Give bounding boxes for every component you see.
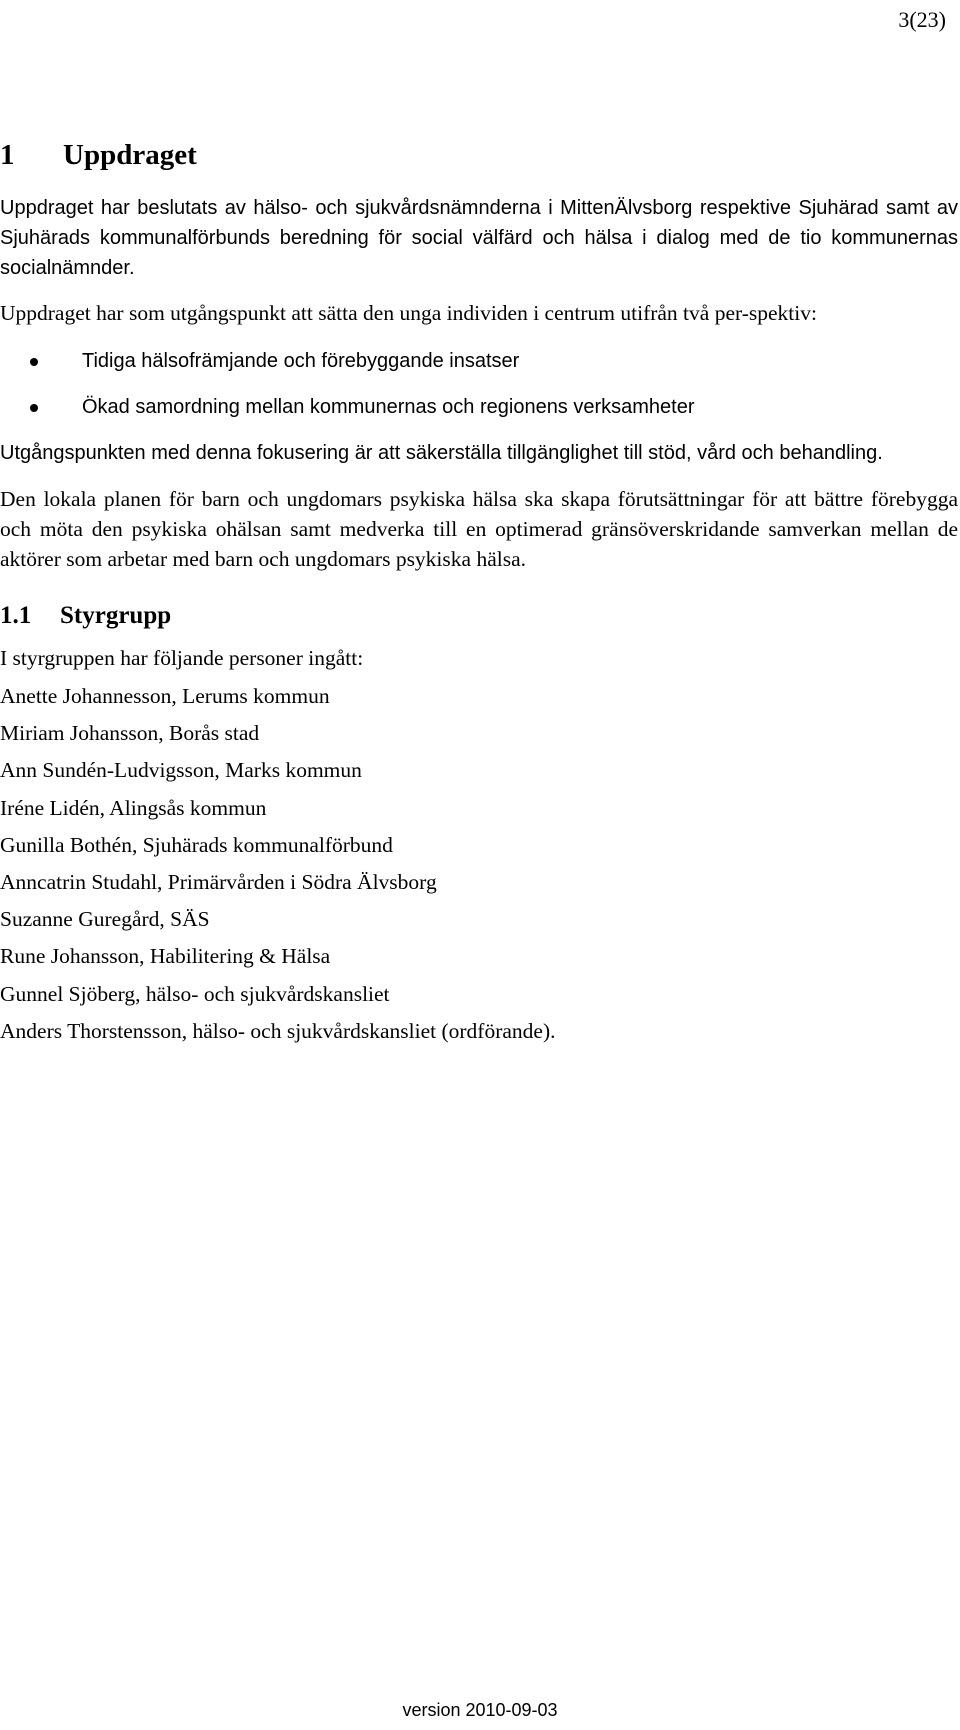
list-item [0,392,958,422]
member-list [0,681,958,1046]
list-item [0,346,958,376]
member-item: Gunilla Bothén, Sjuhärads kommunalförbund [0,832,393,857]
member-item: Suzanne Guregård, SÄS [0,907,210,932]
page-number: 3(23) [898,7,946,32]
section-number: 1 [0,139,15,171]
section-heading [0,135,958,175]
section-title: Uppdraget [63,139,197,171]
member-item: Anders Thorstensson, hälso- och sjukvårdskansliet (ordförande). [0,1018,556,1043]
bullet-icon [30,404,38,412]
subsection-title: Styrgrupp [60,602,172,629]
subsection-number: 1.1 [0,602,32,629]
member-item: Anette Johannesson, Lerums kommun [0,684,330,708]
paragraph-focus: Utgångspunkten med denna fokusering är att säkerställa tillgänglighet till stöd, vård och behandling. [0,442,883,464]
bullet-icon [30,358,38,366]
document-body [0,135,958,1053]
subsection-heading [0,599,958,633]
paragraph-local-plan: Den lokala planen för barn och ungdomars psykiska hälsa ska skapa förutsättningar för att bättre förebygga och möta den psykiska ohälsan samt medverka till en optimerad gränsöverskridande samverkan mellan de aktörer som arbetar med barn och ungdomars psykiska hälsa. [0,487,958,571]
member-item: Anncatrin Studahl, Primärvården i Södra Älvsborg [0,869,437,894]
member-item: Ann Sundén-Ludvigsson, Marks kommun [0,758,362,783]
member-item: Iréne Lidén, Alingsås kommun [0,795,267,820]
footer-version: version 2010-09-03 [402,1700,558,1720]
paragraph-mandate: Uppdraget har beslutats av hälso- och sjukvårdsnämnderna i MittenÄlvsborg respektive Sjuhärad samt av Sjuhärads kommunalförbunds beredning för social välfärd och hälsa i dialog med de tio kommunernas socialnämnder. [0,197,958,279]
member-item: Miriam Johansson, Borås stad [0,721,260,746]
member-item: Rune Johansson, Habilitering & Hälsa [0,944,331,969]
members-intro: I styrgruppen har följande personer ingått: [0,646,364,670]
list-item-text: Tidiga hälsofrämjande och förebyggande insatser [82,350,520,372]
list-item-text: Ökad samordning mellan kommunernas och regionens verksamheter [82,396,695,418]
paragraph-perspectives: Uppdraget har som utgångspunkt att sätta den unga individen i centrum utifrån två per-spektiv: [0,301,817,325]
perspective-list [0,346,958,422]
member-item: Gunnel Sjöberg, hälso- och sjukvårdskansliet [0,981,390,1006]
